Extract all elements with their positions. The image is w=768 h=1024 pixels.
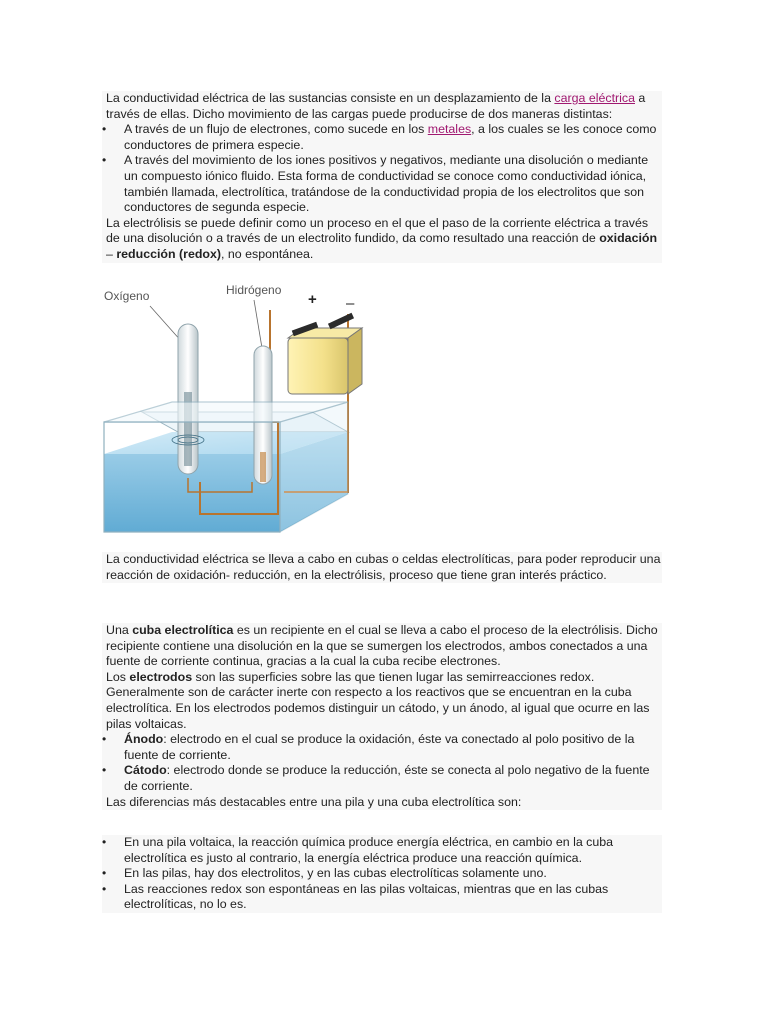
hydrogen-electrode <box>260 452 266 482</box>
differences-paragraph: Las diferencias más destacables entre una pila y una cuba electrolítica son: <box>106 794 522 809</box>
hydrogen-label: Hidrógeno <box>226 283 282 297</box>
list-item: • En las pilas, hay dos electrolitos, y en las cubas electrolíticas solamente uno. <box>102 866 662 882</box>
cuba-text-end: es un recipiente en el cual se lleva a cabo el proceso de la electrólisis. Dicho recipiente contiene una disolución en la que se sumergen los electrodos, ambos conectados a una fuente de corriente continua, gracias a la cual la cuba recibe electrones. <box>106 623 658 669</box>
electrodes-term: electrodos <box>129 669 193 684</box>
differences-section <box>102 835 662 913</box>
battery <box>288 338 348 394</box>
list-item-text: A través del movimiento de los iones positivos y negativos, mediante una disolución o mediante un compuesto iónico fluido. Esta forma de conductividad se conoce como conductividad iónica, también llamada, electrolítica, tratándose de la conductividad propia de los electrolitos que son conductores de segunda especie. <box>124 153 649 215</box>
electrolysis-text-end: , no espontánea. <box>221 246 314 261</box>
anode-term: Ánodo <box>124 732 164 747</box>
carga-electrica-link[interactable]: carga eléctrica <box>554 91 635 105</box>
electrolysis-illustration <box>102 282 384 550</box>
list-item <box>102 732 662 763</box>
list-item <box>102 763 662 794</box>
electrolysis-diagram <box>102 282 384 550</box>
intro-text-end: a través de ellas. Dicho movimiento de las cargas puede producirse de dos maneras distintas: <box>106 91 646 121</box>
intro-section <box>102 91 662 263</box>
anode-text: : electrodo en el cual se produce la oxidación, éste va conectado al polo positivo de la fuente de corriente. <box>124 732 635 762</box>
electrolysis-text: La electrólisis se puede definir como un proceso en el que el paso de la corriente eléctrica a través de una disolución o a través de un electrolito fundido, da como resultado una reacción de <box>106 215 649 246</box>
list-item <box>102 122 662 153</box>
oxidation-term: oxidación <box>599 231 658 246</box>
cells-paragraph: La conductividad eléctrica se lleva a cabo en cubas o celdas electrolíticas, para poder reproducir una reacción de oxidación- reducción, en la electrólisis, proceso que tiene gran interés práctico. <box>106 552 661 582</box>
differences-list <box>102 835 662 913</box>
intro-text: La conductividad eléctrica de las sustancias consiste en un desplazamiento de la <box>106 91 555 105</box>
cuba-term: cuba electrolítica <box>132 623 234 637</box>
hydrogen-pointer <box>254 300 262 348</box>
tank-side <box>280 402 348 532</box>
electrolysis-paragraph <box>102 216 662 263</box>
list-item-text: A través de un flujo de electrones, como sucede en los <box>124 122 428 137</box>
electrodes-text: Los <box>106 669 130 684</box>
reduction-term: reducción (redox) <box>116 246 221 261</box>
clip-negative <box>328 313 354 329</box>
intro-paragraph <box>102 91 662 122</box>
cuba-paragraph <box>102 623 662 670</box>
cuba-text: Una <box>106 623 133 637</box>
list-item: • Las reacciones redox son espontáneas en las pilas voltaicas, mientras que en las cubas electrolíticas, no lo es. <box>102 882 662 913</box>
electrode-list <box>102 732 662 794</box>
oxygen-label: Oxígeno <box>104 289 150 303</box>
minus-sign: – <box>346 295 355 312</box>
cells-section <box>102 552 662 583</box>
battery-side <box>348 328 362 394</box>
cuba-section <box>102 623 662 810</box>
conduction-list <box>102 122 662 216</box>
electrodes-paragraph <box>102 670 662 732</box>
metales-link[interactable]: metales <box>427 122 472 137</box>
cathode-term: Cátodo <box>124 763 167 778</box>
electrodes-text-end: son las superficies sobre las que tienen lugar las semirreacciones redox. Generalmente son de carácter inerte con respecto a los reactivos que se encuentran en la cuba electrolítica. En los electrodos podemos distinguir un cátodo, y un ánodo, al igual que ocurre en las pilas voltaicas. <box>106 669 650 731</box>
cathode-text: : electrodo donde se produce la reducción, éste se conecta al polo negativo de la fuente de corriente. <box>124 763 650 793</box>
oxygen-pointer <box>150 306 182 342</box>
list-item: • En una pila voltaica, la reacción química produce energía eléctrica, en cambio en la cuba electrolítica es justo al contrario, la energía eléctrica produce una reacción química. <box>102 835 662 866</box>
dash: – <box>106 246 117 261</box>
list-item <box>102 153 662 215</box>
list-item-text-end: , a los cuales se les conoce como conductores de primera especie. <box>124 122 657 152</box>
plus-sign: + <box>308 291 317 308</box>
